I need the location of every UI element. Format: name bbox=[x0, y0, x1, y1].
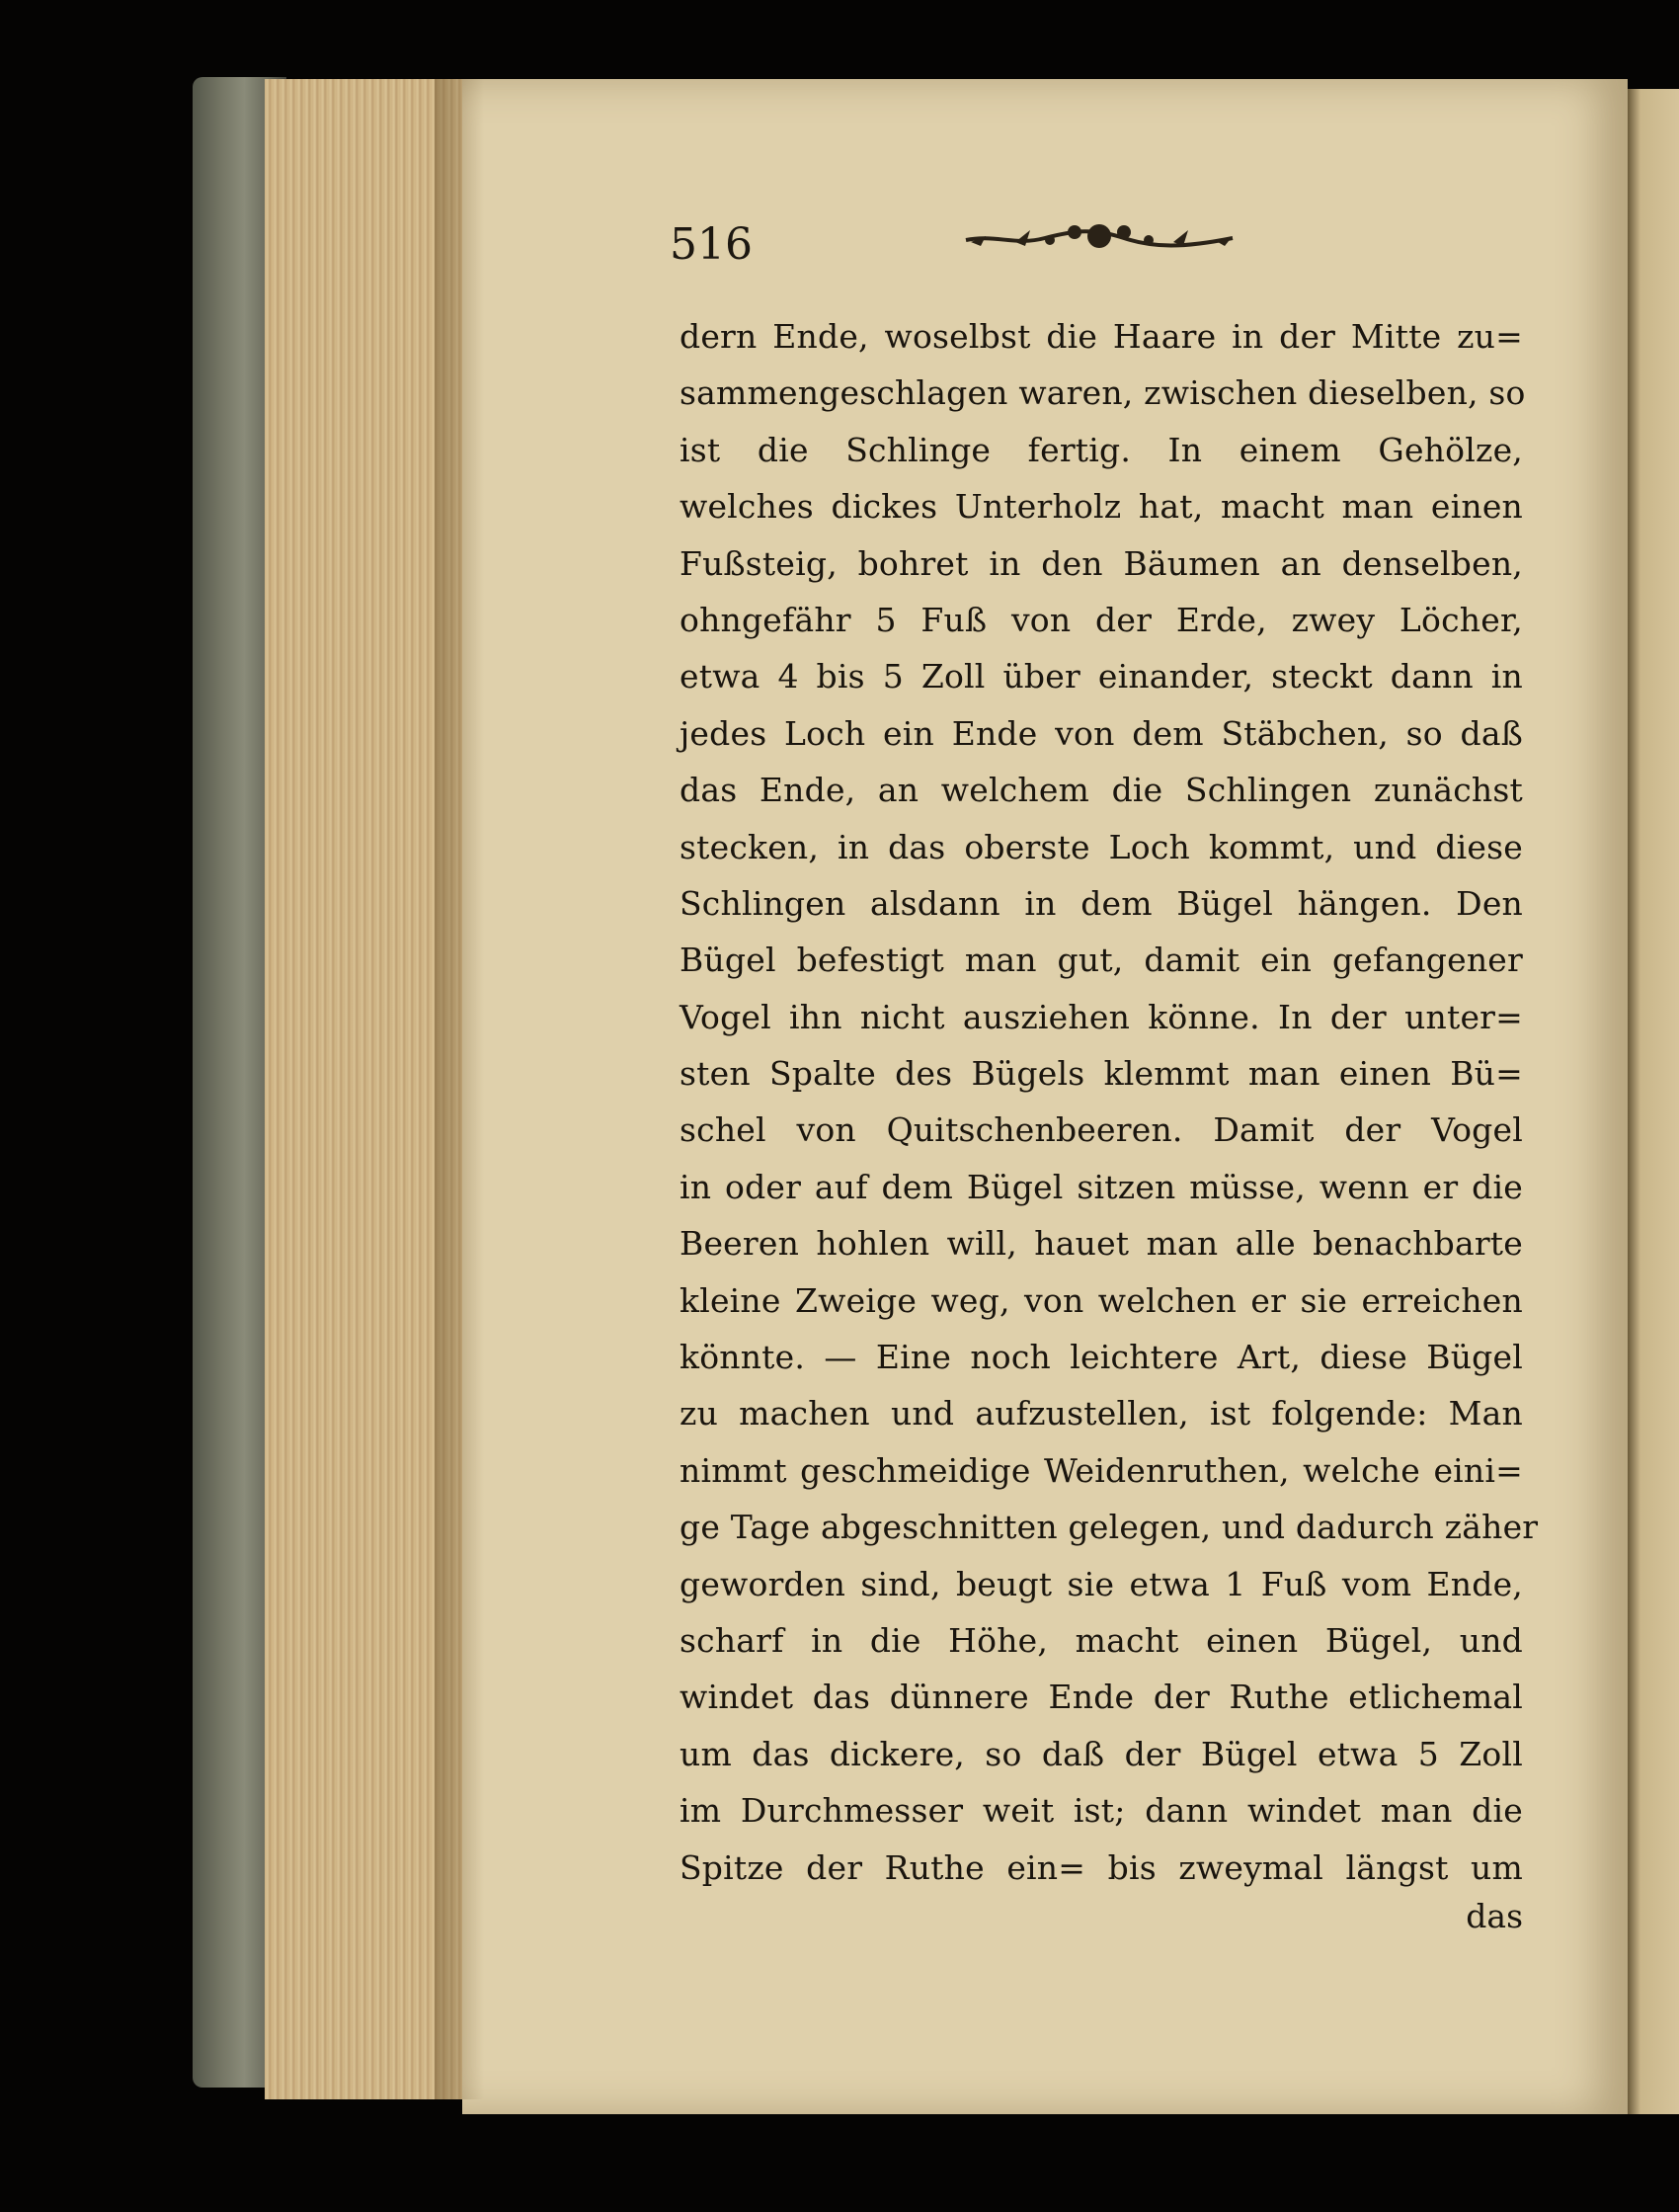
text-line: welches dickes Unterholz hat, macht man einen bbox=[680, 487, 1523, 527]
text-line: Schlingen alsdann in dem Bügel hängen. Den bbox=[680, 883, 1523, 923]
text-line: kleine Zweige weg, von welchen er sie erreichen bbox=[680, 1280, 1523, 1320]
text-line: in oder auf dem Bügel sitzen müsse, wenn er die bbox=[680, 1167, 1523, 1206]
text-line: Vogel ihn nicht ausziehen könne. In der unter= bbox=[680, 997, 1523, 1036]
text-line: etwa 4 bis 5 Zoll über einander, steckt dann in bbox=[680, 657, 1523, 696]
text-line: Fußsteig, bohret in den Bäumen an denselben, bbox=[680, 543, 1523, 583]
text-line: ge Tage abgeschnitten gelegen, und dadurch zäher bbox=[680, 1508, 1539, 1547]
text-line: ist die Schlinge fertig. In einem Gehölze, bbox=[680, 430, 1523, 469]
text-line: im Durchmesser weit ist; dann windet man die bbox=[680, 1791, 1523, 1831]
text-line: geworden sind, beugt sie etwa 1 Fuß vom Ende, bbox=[680, 1564, 1523, 1603]
page-number: 516 bbox=[670, 219, 753, 270]
text-line: schel von Quitschenbeeren. Damit der Vogel bbox=[680, 1110, 1523, 1150]
text-line: könnte. — Eine noch leichtere Art, diese Bügel bbox=[680, 1338, 1523, 1377]
catchword: das bbox=[1466, 1897, 1523, 1935]
text-line: Beeren hohlen will, hauet man alle benachbarte bbox=[680, 1224, 1523, 1264]
text-line: jedes Loch ein Ende von dem Stäbchen, so daß bbox=[680, 713, 1523, 753]
text-line: ohngefähr 5 Fuß von der Erde, zwey Löcher, bbox=[680, 600, 1523, 639]
text-line: nimmt geschmeidige Weidenruthen, welche eini= bbox=[680, 1450, 1523, 1490]
text-line: dern Ende, woselbst die Haare in der Mitte zu= bbox=[680, 317, 1523, 356]
text-line: scharf in die Höhe, macht einen Bügel, und bbox=[680, 1620, 1523, 1660]
gutter-shadow bbox=[435, 79, 484, 2099]
text-line: das Ende, an welchem die Schlingen zunächst bbox=[680, 771, 1523, 810]
text-line: um das dickere, so daß der Bügel etwa 5 Zoll bbox=[680, 1734, 1523, 1773]
text-line: Spitze der Ruthe ein= bis zweymal längst um bbox=[680, 1847, 1523, 1887]
facing-page-edge bbox=[1628, 89, 1679, 2114]
text-line: Bügel befestigt man gut, damit ein gefangener bbox=[680, 941, 1523, 980]
body-text bbox=[680, 308, 1539, 1896]
floral-ornament-icon bbox=[956, 214, 1242, 262]
text-line: windet das dünnere Ende der Ruthe etlichemal bbox=[680, 1678, 1523, 1717]
text-line: stecken, in das oberste Loch kommt, und diese bbox=[680, 827, 1523, 866]
text-line: sten Spalte des Bügels klemmt man einen Bü= bbox=[680, 1054, 1523, 1094]
text-line: zu machen und aufzustellen, ist folgende: Man bbox=[680, 1394, 1523, 1434]
text-line: sammengeschlagen waren, zwischen dieselben, so bbox=[680, 373, 1526, 413]
